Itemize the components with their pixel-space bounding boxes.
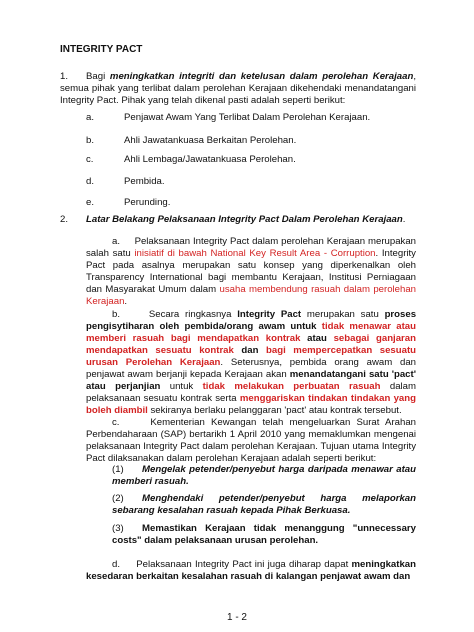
purpose-item-2: [112, 493, 416, 517]
purpose-text-1: Mengelak petender/penyebut harga daripada menawar atau memberi rasuah.: [112, 464, 416, 487]
section-1-number: 1.: [60, 71, 69, 82]
list-item-b: [86, 135, 296, 147]
list-text-b: Ahli Jawatankuasa Berkaitan Perolehan.: [124, 135, 297, 146]
list-text-d: Pembida.: [124, 176, 165, 187]
s2b-bold-5: menandatangani satu 'pact' atau perjanjian: [86, 369, 416, 392]
section-2a-paragraph: [86, 236, 416, 308]
purpose-label-3: (3): [112, 523, 124, 534]
purpose-text-2: Menghendaki petender/penyebut harga melaporkan sebarang kesalahan rasuah kepada Pihak Berkuasa.: [112, 493, 416, 516]
s2b-text-6: sekiranya berlaku pelanggaran 'pact' atau kontrak tersebut.: [147, 405, 402, 416]
document-title: INTEGRITY PACT: [60, 44, 143, 55]
s2b-bold-3: atau: [300, 333, 334, 344]
list-text-c: Ahli Lembaga/Jawatankuasa Perolehan.: [124, 154, 296, 165]
s1-text-2: , semua pihak yang terlibat dalam perolehan Kerajaan dikehendaki menandatangani Integrity Pact. Pihak yang telah dikenal pasti adalah seperti berikut:: [60, 71, 416, 106]
s2b-red-3: bagi mempercepatkan sesuatu urusan Perolehan Kerajaan: [86, 345, 417, 368]
s2b-red-4: tidak melakukan perbuatan rasuah: [202, 381, 381, 392]
s2b-text-5: dalam pelaksanaan sesuatu kontrak serta: [86, 381, 416, 404]
list-label-e: e.: [86, 197, 95, 208]
purpose-text-3: Memastikan Kerajaan tidak menanggung "unnecessary costs" dalam pelaksanaan urusan perolehan.: [112, 523, 416, 546]
list-label-b: b.: [86, 135, 95, 146]
section-2b-paragraph: [86, 309, 416, 417]
section-2-number: 2.: [60, 214, 69, 225]
section-2d-paragraph: [86, 559, 416, 583]
s2b-red-1: tidak menawar atau memberi rasuah bagi mendapatkan kontrak: [86, 321, 416, 344]
list-label-d: d.: [86, 176, 95, 187]
list-item-a: [86, 112, 370, 124]
s1-text-1: Bagi: [86, 71, 110, 82]
s2b-bold-4: dan: [233, 345, 267, 356]
s2b-bold-1: Integrity Pact: [237, 309, 302, 320]
s2a-text-2: . Integrity Pact pada asalnya merupakan satu konsep yang diperkenalkan oleh Transparency International bagi membantu Kerajaan, Institusi Perniagaan dan Masyarakat Umum dalam: [86, 248, 416, 295]
section-2-heading: [86, 214, 416, 226]
section-2-heading-period: .: [402, 214, 406, 225]
s2c-label: c.: [112, 417, 120, 428]
s2d-label: d.: [112, 559, 121, 570]
s2b-red-5: menggariskan tindakan tindakan yang boleh diambil: [86, 393, 416, 416]
section-2-heading-text: Latar Belakang Pelaksanaan Integrity Pact Dalam Perolehan Kerajaan: [86, 214, 403, 225]
purpose-item-3: [112, 523, 416, 547]
purpose-label-2: (2): [112, 493, 124, 504]
s2b-text-4: untuk: [160, 381, 203, 392]
purpose-label-1: (1): [112, 464, 124, 475]
s2b-label: b.: [112, 309, 121, 320]
list-text-e: Perunding.: [124, 197, 171, 208]
list-label-c: c.: [86, 154, 94, 165]
s2b-bold-2: proses pengisytiharan oleh pembida/orang awam untuk: [86, 309, 417, 332]
section-2c-paragraph: [86, 417, 416, 465]
list-item-c: [86, 154, 296, 166]
list-item-d: [86, 176, 165, 188]
page-number: 1 - 2: [226, 612, 247, 623]
s1-emphasis: meningkatkan integriti dan ketelusan dalam perolehan Kerajaan: [109, 71, 414, 82]
s2a-red-2: usaha membendung rasuah dalam perolehan Kerajaan: [86, 284, 416, 307]
s2b-red-2: sebagai ganjaran mendapatkan sesuatu kontrak: [86, 333, 416, 356]
s2a-label: a.: [112, 236, 121, 247]
s2d-bold-1: meningkatkan kesedaran berkaitan kesalahan rasuah di kalangan penjawat awam dan: [86, 559, 416, 582]
list-text-a: Penjawat Awam Yang Terlibat Dalam Perolehan Kerajaan.: [124, 112, 371, 123]
s2a-red-1: inisiatif di bawah National Key Result Area - Corruption: [134, 248, 376, 259]
s2a-text-1: Pelaksanaan Integrity Pact dalam perolehan Kerajaan merupakan salah satu: [86, 236, 417, 259]
purpose-item-1: [112, 464, 416, 488]
s2a-text-3: .: [124, 296, 128, 307]
list-item-e: [86, 197, 170, 209]
s2b-text-3: . Seterusnya, pembida orang awam dan penjawat awam berjanji kepada Kerajaan akan: [86, 357, 416, 380]
s2b-text-1: Secara ringkasnya: [148, 309, 238, 320]
section-1-paragraph: [60, 71, 416, 107]
s2c-text: Kementerian Kewangan telah mengeluarkan Surat Arahan Perbendaharaan (SAP) bertarikh 1 April 2010 yang memaklumkan mengenai pelaksanaan Integrity Pact dalam perolehan Kerajaan. Tujuan utama Integrity Pact dilaksanakan dalam perolehan Kerajaan adalah seperti berikut:: [86, 417, 416, 464]
s2b-text-2: merupakan satu: [301, 309, 385, 320]
s2d-text-1: Pelaksanaan Integrity Pact ini juga diharap dapat: [136, 559, 352, 570]
list-label-a: a.: [86, 112, 95, 123]
